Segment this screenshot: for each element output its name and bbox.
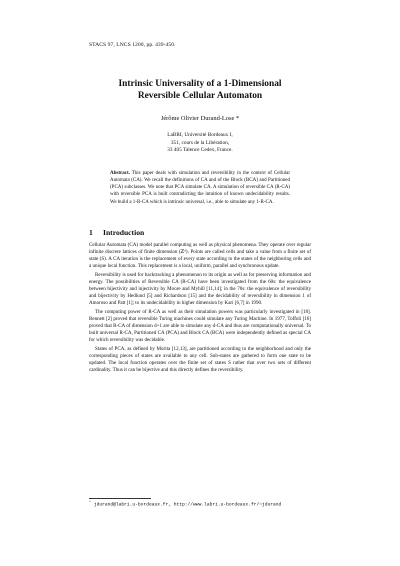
paragraph: The computing power of R-CA as well as their simulation powers was particularly investigated in [18]. Bennett [2] proved that reversible Turing machines could simulate any Turing Machine. In 1977, Toffoli [16] proved that R-CA of dimension d+1 are able to simulate any d-CA and thus are computationally universal. To built universal R-CA, Partitioned CA (PCA) and Block CA (BCA) were independently defined as special CA for which reversibility was decidable. [89, 308, 311, 344]
affiliation-line: LaBRI, Université Bordeaux I, [167, 132, 233, 138]
section-title: Introduction [103, 228, 145, 237]
paper-title [80, 78, 320, 102]
body-text [89, 242, 311, 376]
affiliation-line: 33 405 Talence Cedex, France. [167, 147, 233, 154]
publication-note: STACS 97, LNCS 1200, pp. 439-450. [89, 42, 176, 48]
paragraph: States of PCA, as defined by Morita [12,13], are partitioned according to the neighborhood and only the corresponding pieces of states are available to any cell. Sub-states are gathered to form one state to be updated. The local function operates over the finite set of states S rather that over two sets of different cardinality. Thus it can be bijective and this directly defines the reversibility. [89, 345, 311, 374]
footnote [89, 501, 281, 508]
abstract [110, 170, 290, 206]
paragraph: Cellular Automata (CA) model parallel computing as well as physical phenomena. They operate over regular infinite discrete lattices of finite dimension (ℤᵈ). Points are called cells and take a value from a finite set of state (S). A CA iteration is the replacement of every state according to the states of the neighboring cells and a unique local function. This replacement is a local, uniform, parallel and synchronous update. [89, 242, 311, 270]
footnote-link[interactable]: jdurand@labri.u-bordeaux.fr, http://www.labri.u-bordeaux.fr/~jdurand [93, 502, 282, 508]
title-line-1: Intrinsic Universality of a 1-Dimensional [118, 79, 282, 89]
author-name: Jérôme Olivier Durand-Lose * [160, 115, 240, 122]
affiliation [120, 132, 280, 155]
abstract-text: This paper deals with simulation and reversibility in the context of Cellular Automata (CA). We recall the definitions of CA and of the Block (BCA) and Partitioned (PCA) subclasses. We note that PCA simulate CA. A simulation of reversible CA (R-CA) with reversible PCA is built contradicting the intuition of known undecidability results. We build a 1-R-CA which is intrinsic universal, i.e., able to simulate any 1-R-CA. [110, 171, 290, 205]
affiliation-line: 351, cours de la Libération, [170, 139, 230, 146]
footnote-marker: * [89, 501, 92, 505]
section-number: 1 [89, 228, 93, 237]
footnote-divider [89, 498, 151, 499]
abstract-label: Abstract. [110, 171, 130, 176]
section-heading [89, 228, 144, 237]
title-line-2: Reversible Cellular Automaton [137, 91, 263, 101]
paragraph: Reversibility is used for backtracking a phenomenon to its origin as well as for preserving information and energy. The possibilities of Reversible CA (R-CA) have been investigated from the 60s: the equivalence between bijectivity and injectivity by Moore and Myhill [11,14]; in the 70s: the equivalence of reversibility and bijectivity by Hedlund [5] and Richardson [15] and the decidability of reversibility in dimension 1 of Amoroso and Patt [1]; to its undecidability in higher dimension by Kari [6,7] in 1990. [89, 271, 311, 307]
